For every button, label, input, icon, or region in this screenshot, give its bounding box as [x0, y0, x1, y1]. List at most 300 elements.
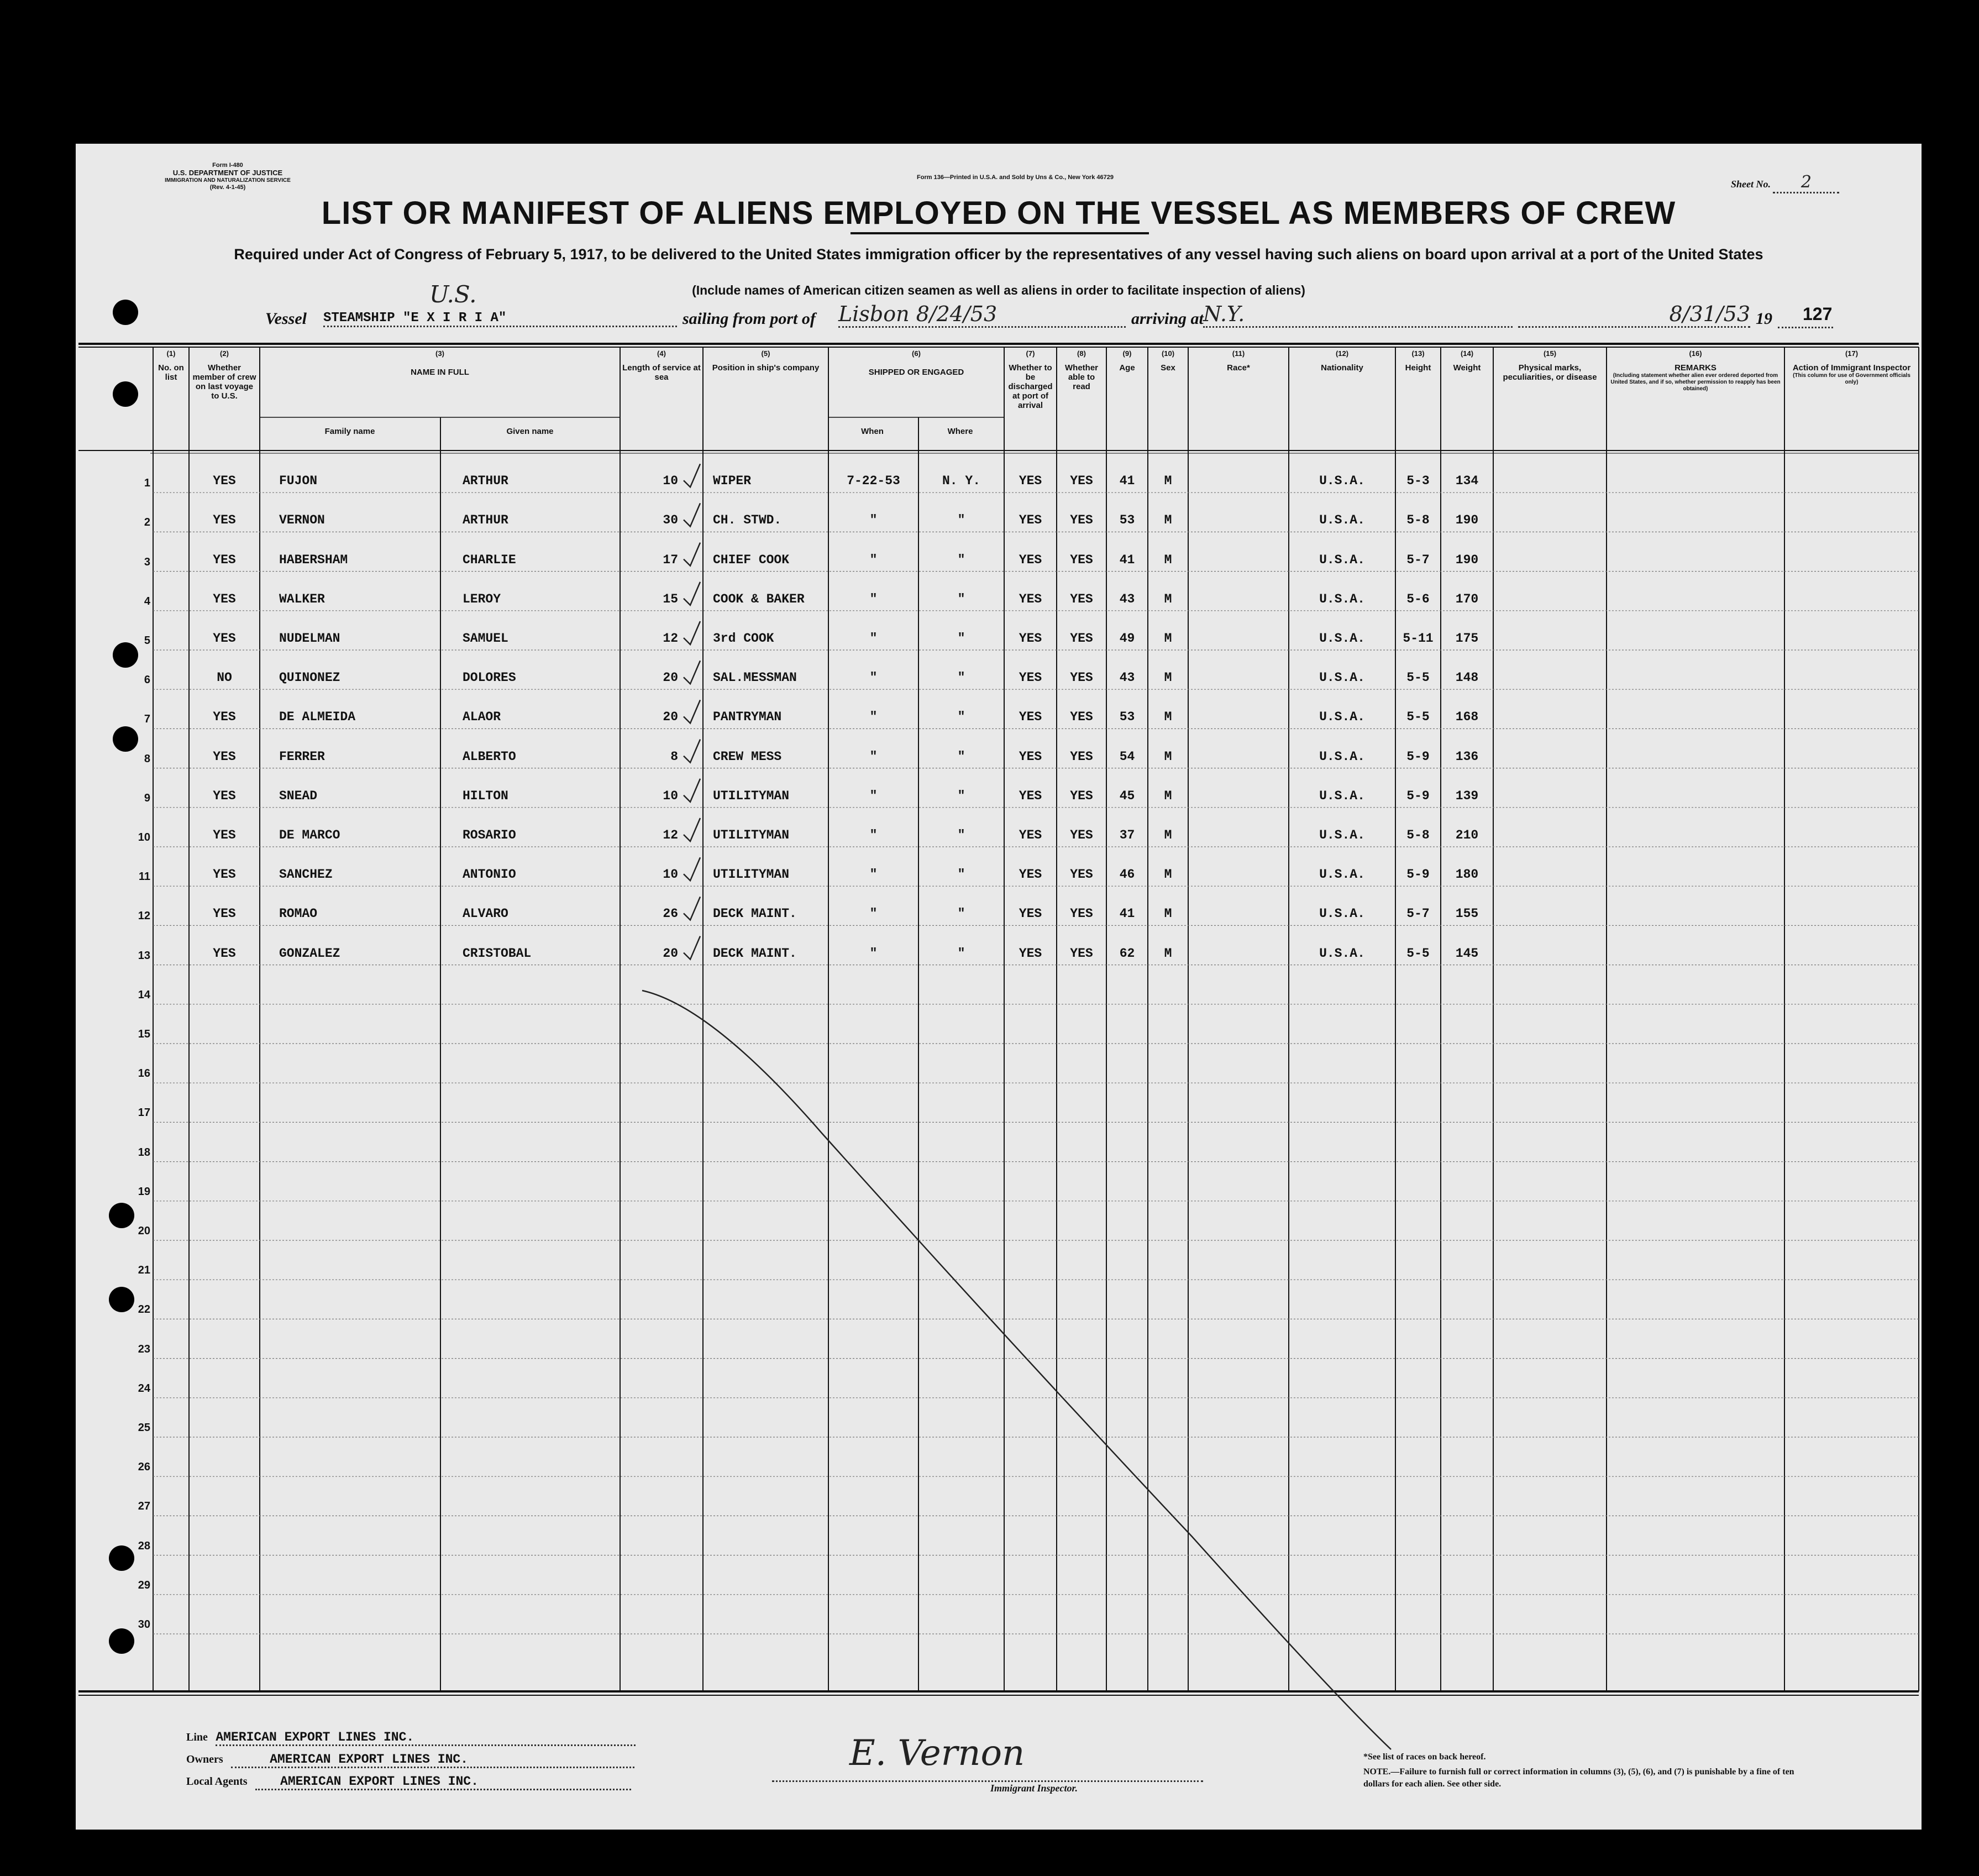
inspector-signature: E. Vernon — [849, 1733, 1025, 1774]
crew-nationality: U.S.A. — [1319, 828, 1365, 842]
binder-hole — [113, 726, 138, 752]
table-grid — [76, 144, 1922, 1830]
crew-service: 20 — [663, 670, 678, 685]
crew-last-voyage: YES — [213, 946, 236, 961]
column-subheader: When — [861, 427, 884, 436]
crew-given-name: CHARLIE — [463, 552, 516, 567]
column-sub-note: (Including statement whether alien ever ordered deported from United States, and if so, whether permission to reapply has been obtained) — [1610, 373, 1781, 392]
manifest-sheet — [76, 144, 1922, 1830]
crew-given-name: ARTHUR — [463, 474, 508, 489]
crew-last-voyage: YES — [213, 513, 236, 528]
requirement-text: Required under Act of Congress of February 5, 1917, to be delivered to the United States immigration officer by the representatives of any vessel having such aliens on board upon arrival at a port of the United States — [234, 246, 1763, 263]
row-number: 20 — [138, 1225, 150, 1237]
column-number: (4) — [657, 349, 666, 358]
crew-family-name: NUDELMAN — [279, 631, 340, 646]
crew-discharged: YES — [1019, 710, 1042, 725]
footer-agents-row — [186, 1774, 645, 1790]
column-header — [1395, 349, 1441, 373]
vessel-handwritten: U.S. — [429, 281, 477, 308]
column-number: (12) — [1335, 349, 1349, 358]
crew-age: 41 — [1119, 906, 1135, 921]
column-number: (5) — [761, 349, 770, 358]
crew-service: 12 — [663, 631, 678, 646]
crew-sex: M — [1164, 513, 1172, 528]
crew-position: CHIEF COOK — [713, 552, 790, 567]
row-number: 8 — [144, 752, 150, 765]
arriving-port: N.Y. — [1203, 302, 1513, 328]
crew-discharged: YES — [1019, 946, 1042, 961]
column-label: Age — [1119, 363, 1135, 373]
crew-position: UTILITYMAN — [713, 867, 790, 882]
races-note: *See list of races on back hereof. — [1363, 1752, 1486, 1762]
column-number: (16) — [1689, 349, 1702, 358]
crew-service: 10 — [663, 788, 678, 803]
inspector-line — [772, 1780, 1203, 1782]
crew-sex: M — [1164, 474, 1172, 489]
table-row — [76, 867, 1922, 886]
crew-service: 20 — [663, 710, 678, 725]
crew-height: 5-9 — [1406, 867, 1430, 882]
crew-weight: 168 — [1455, 710, 1479, 725]
crew-shipped-where: " — [957, 631, 965, 646]
crew-position: DECK MAINT. — [713, 946, 797, 961]
table-row — [76, 513, 1922, 532]
crew-nationality: U.S.A. — [1319, 867, 1365, 882]
crew-discharged: YES — [1019, 631, 1042, 646]
crew-shipped-when: " — [869, 906, 878, 921]
crew-last-voyage: YES — [213, 710, 236, 725]
column-number: (1) — [166, 349, 176, 358]
crew-position: COOK & BAKER — [713, 591, 805, 606]
column-header — [189, 349, 260, 401]
crew-weight: 136 — [1455, 749, 1479, 764]
crew-shipped-where: " — [957, 788, 965, 803]
crew-age: 49 — [1119, 631, 1135, 646]
row-number: 14 — [138, 988, 150, 1001]
crew-age: 41 — [1119, 552, 1135, 567]
crew-sex: M — [1164, 670, 1172, 685]
footer-line-row — [186, 1730, 645, 1746]
crew-shipped-where: " — [957, 513, 965, 528]
crew-discharged: YES — [1019, 906, 1042, 921]
crew-position: 3rd COOK — [713, 631, 774, 646]
crew-able-to-read: YES — [1070, 946, 1093, 961]
department: U.S. DEPARTMENT OF JUSTICE — [172, 169, 283, 177]
crew-shipped-when: " — [869, 946, 878, 961]
crew-family-name: VERNON — [279, 513, 325, 528]
table-row — [76, 592, 1922, 611]
row-number: 9 — [144, 792, 150, 804]
row-number: 19 — [138, 1185, 150, 1198]
column-number: (10) — [1161, 349, 1175, 358]
crew-nationality: U.S.A. — [1319, 788, 1365, 803]
crew-shipped-when: " — [869, 631, 878, 646]
crew-shipped-when: " — [869, 670, 878, 685]
crew-position: DECK MAINT. — [713, 906, 797, 921]
column-subheader: Family name — [324, 427, 375, 436]
crew-family-name: WALKER — [279, 591, 325, 606]
crew-position: UTILITYMAN — [713, 828, 790, 842]
row-number: 1 — [144, 477, 150, 490]
vessel-label: Vessel — [265, 310, 307, 328]
crew-family-name: GONZALEZ — [279, 946, 340, 961]
crew-weight: 175 — [1455, 631, 1479, 646]
crew-age: 41 — [1119, 474, 1135, 489]
crew-family-name: ROMAO — [279, 906, 318, 921]
crew-nationality: U.S.A. — [1319, 946, 1365, 961]
crew-discharged: YES — [1019, 552, 1042, 567]
binder-hole — [109, 1545, 134, 1571]
footer-owners-row — [186, 1752, 645, 1768]
crew-able-to-read: YES — [1070, 513, 1093, 528]
row-number: 13 — [138, 949, 150, 962]
crew-able-to-read: YES — [1070, 867, 1093, 882]
crew-shipped-where: " — [957, 670, 965, 685]
binder-hole — [113, 381, 138, 407]
crew-family-name: HABERSHAM — [279, 552, 348, 567]
column-number: (2) — [220, 349, 229, 358]
owners-value: AMERICAN EXPORT LINES INC. — [231, 1752, 634, 1768]
crew-given-name: ANTONIO — [463, 867, 516, 882]
row-number: 24 — [138, 1382, 150, 1395]
crew-position: PANTRYMAN — [713, 710, 782, 725]
column-label: REMARKS — [1674, 363, 1716, 373]
crew-discharged: YES — [1019, 867, 1042, 882]
crew-weight: 155 — [1455, 906, 1479, 921]
include-note: (Include names of American citizen seamen as well as aliens in order to facilitate inspection of aliens) — [692, 283, 1305, 297]
column-header — [1057, 349, 1106, 391]
sheet-no-value: 2 — [1773, 172, 1839, 193]
arriving-label: arriving at — [1131, 310, 1204, 328]
agents-value: AMERICAN EXPORT LINES INC. — [255, 1774, 631, 1790]
form-number: Form I-480 — [212, 162, 243, 169]
column-number: (15) — [1543, 349, 1557, 358]
column-label: Whether to be discharged at port of arrival — [1008, 363, 1053, 410]
crew-sex: M — [1164, 828, 1172, 842]
row-number: 23 — [138, 1343, 150, 1355]
crew-height: 5-5 — [1406, 670, 1430, 685]
row-number: 2 — [144, 516, 150, 529]
sailing-label: sailing from port of — [683, 310, 816, 328]
row-number: 5 — [144, 635, 150, 647]
column-header — [703, 349, 828, 373]
binder-hole — [109, 1203, 134, 1228]
crew-height: 5-8 — [1406, 828, 1430, 842]
line-label: Line — [186, 1731, 208, 1743]
crew-nationality: U.S.A. — [1319, 710, 1365, 725]
crew-shipped-when: " — [869, 710, 878, 725]
crew-sex: M — [1164, 788, 1172, 803]
crew-position: CREW MESS — [713, 749, 782, 764]
crew-height: 5-7 — [1406, 552, 1430, 567]
row-number: 4 — [144, 595, 150, 607]
crew-age: 46 — [1119, 867, 1135, 882]
column-header — [1148, 349, 1188, 373]
crew-weight: 210 — [1455, 828, 1479, 842]
crew-last-voyage: YES — [213, 906, 236, 921]
column-header — [828, 349, 1004, 377]
page-title: LIST OR MANIFEST OF ALIENS EMPLOYED ON THE VESSEL AS MEMBERS OF CREW — [321, 195, 1676, 231]
table-row — [76, 750, 1922, 768]
column-label: SHIPPED OR ENGAGED — [868, 368, 964, 377]
crew-given-name: SAMUEL — [463, 631, 508, 646]
column-subheader: Where — [947, 427, 973, 436]
crew-last-voyage: YES — [213, 631, 236, 646]
row-number: 28 — [138, 1539, 150, 1552]
crew-weight: 134 — [1455, 474, 1479, 489]
binder-hole — [109, 1628, 134, 1654]
crew-last-voyage: NO — [217, 670, 232, 685]
row-number: 12 — [138, 910, 150, 923]
column-number: (6) — [912, 349, 921, 358]
crew-weight: 145 — [1455, 946, 1479, 961]
crew-discharged: YES — [1019, 749, 1042, 764]
column-label: Weight — [1453, 363, 1481, 373]
crew-age: 53 — [1119, 513, 1135, 528]
binder-hole — [113, 642, 138, 668]
crew-able-to-read: YES — [1070, 906, 1093, 921]
crew-weight: 139 — [1455, 788, 1479, 803]
crew-sex: M — [1164, 749, 1172, 764]
binder-hole — [109, 1287, 134, 1312]
crew-family-name: QUINONEZ — [279, 670, 340, 685]
page-stamp: 127 — [1803, 304, 1833, 324]
crew-height: 5-6 — [1406, 591, 1430, 606]
column-header — [1289, 349, 1395, 373]
revision: (Rev. 4-1-45) — [209, 184, 246, 191]
crew-nationality: U.S.A. — [1319, 631, 1365, 646]
crew-sex: M — [1164, 867, 1172, 882]
binder-hole — [113, 300, 138, 325]
crew-given-name: ALAOR — [463, 710, 501, 725]
crew-able-to-read: YES — [1070, 828, 1093, 842]
crew-shipped-where: " — [957, 867, 965, 882]
line-value: AMERICAN EXPORT LINES INC. — [216, 1730, 636, 1746]
crew-able-to-read: YES — [1070, 710, 1093, 725]
row-number: 21 — [138, 1264, 150, 1277]
crew-shipped-where: " — [957, 552, 965, 567]
owners-label: Owners — [186, 1753, 223, 1765]
column-number: (8) — [1077, 349, 1086, 358]
crew-given-name: LEROY — [463, 591, 501, 606]
crew-nationality: U.S.A. — [1319, 474, 1365, 489]
table-row — [76, 906, 1922, 925]
crew-shipped-when: " — [869, 788, 878, 803]
crew-able-to-read: YES — [1070, 552, 1093, 567]
column-number: (7) — [1026, 349, 1035, 358]
crew-service: 12 — [663, 828, 678, 842]
crew-given-name: HILTON — [463, 788, 508, 803]
crew-discharged: YES — [1019, 788, 1042, 803]
crew-last-voyage: YES — [213, 474, 236, 489]
column-header — [1441, 349, 1493, 373]
row-number: 25 — [138, 1422, 150, 1434]
crew-last-voyage: YES — [213, 788, 236, 803]
crew-discharged: YES — [1019, 474, 1042, 489]
row-number: 16 — [138, 1067, 150, 1080]
crew-able-to-read: YES — [1070, 670, 1093, 685]
vessel-name: STEAMSHIP "E X I R I A" — [323, 311, 677, 327]
crew-service: 15 — [663, 591, 678, 606]
crew-sex: M — [1164, 631, 1172, 646]
crew-shipped-where: " — [957, 828, 965, 842]
column-number: (11) — [1232, 349, 1245, 358]
crew-position: CH. STWD. — [713, 513, 782, 528]
row-number: 26 — [138, 1461, 150, 1474]
column-number: (14) — [1460, 349, 1474, 358]
crew-nationality: U.S.A. — [1319, 591, 1365, 606]
table-row — [76, 946, 1922, 965]
crew-given-name: CRISTOBAL — [463, 946, 532, 961]
column-number: (3) — [435, 349, 444, 358]
crew-height: 5-5 — [1406, 946, 1430, 961]
crew-age: 43 — [1119, 670, 1135, 685]
table-row — [76, 789, 1922, 808]
column-header — [1188, 349, 1289, 373]
column-label: Race* — [1227, 363, 1250, 373]
table-row — [76, 828, 1922, 847]
row-number: 10 — [138, 831, 150, 843]
crew-discharged: YES — [1019, 670, 1042, 685]
crew-shipped-where: " — [957, 906, 965, 921]
crew-family-name: SNEAD — [279, 788, 318, 803]
crew-shipped-when: " — [869, 552, 878, 567]
column-header — [1607, 349, 1784, 392]
row-number: 6 — [144, 674, 150, 687]
column-header — [1106, 349, 1148, 373]
crew-shipped-when: " — [869, 749, 878, 764]
crew-shipped-where: N. Y. — [942, 474, 980, 489]
crew-sex: M — [1164, 552, 1172, 567]
column-number: (17) — [1845, 349, 1859, 358]
cancel-line — [642, 991, 1391, 1749]
crew-age: 37 — [1119, 828, 1135, 842]
crew-height: 5-8 — [1406, 513, 1430, 528]
crew-given-name: ALBERTO — [463, 749, 516, 764]
crew-age: 43 — [1119, 591, 1135, 606]
crew-last-voyage: YES — [213, 749, 236, 764]
crew-sex: M — [1164, 591, 1172, 606]
crew-sex: M — [1164, 906, 1172, 921]
column-number: (9) — [1122, 349, 1132, 358]
crew-weight: 190 — [1455, 513, 1479, 528]
column-header — [1784, 349, 1919, 386]
crew-shipped-when: " — [869, 867, 878, 882]
crew-service: 10 — [663, 474, 678, 489]
crew-height: 5-3 — [1406, 474, 1430, 489]
crew-family-name: DE MARCO — [279, 828, 340, 842]
table-row — [76, 670, 1922, 689]
column-label: Height — [1405, 363, 1431, 373]
crew-shipped-when: " — [869, 513, 878, 528]
crew-service: 20 — [663, 946, 678, 961]
sheet-label: Sheet No. — [1731, 179, 1771, 190]
crew-age: 45 — [1119, 788, 1135, 803]
crew-able-to-read: YES — [1070, 788, 1093, 803]
crew-sex: M — [1164, 710, 1172, 725]
column-label: Length of service at sea — [622, 363, 701, 382]
row-number: 17 — [138, 1107, 150, 1119]
crew-discharged: YES — [1019, 828, 1042, 842]
crew-service: 26 — [663, 906, 678, 921]
crew-nationality: U.S.A. — [1319, 670, 1365, 685]
crew-weight: 170 — [1455, 591, 1479, 606]
crew-shipped-where: " — [957, 710, 965, 725]
agents-label: Local Agents — [186, 1775, 248, 1788]
crew-position: UTILITYMAN — [713, 788, 790, 803]
service: IMMIGRATION AND NATURALIZATION SERVICE — [165, 177, 291, 184]
column-subheader: Given name — [506, 427, 554, 436]
row-number: 27 — [138, 1500, 150, 1513]
crew-age: 53 — [1119, 710, 1135, 725]
crew-height: 5-9 — [1406, 749, 1430, 764]
column-label: Action of Immigrant Inspector — [1792, 363, 1911, 373]
column-label: No. on list — [158, 363, 184, 382]
crew-weight: 148 — [1455, 670, 1479, 685]
crew-age: 62 — [1119, 946, 1135, 961]
crew-shipped-where: " — [957, 749, 965, 764]
crew-height: 5-11 — [1403, 631, 1434, 646]
crew-family-name: FUJON — [279, 474, 318, 489]
crew-nationality: U.S.A. — [1319, 906, 1365, 921]
crew-service: 10 — [663, 867, 678, 882]
row-number: 29 — [138, 1579, 150, 1591]
column-header — [260, 349, 620, 377]
crew-shipped-when: " — [869, 828, 878, 842]
crew-last-voyage: YES — [213, 867, 236, 882]
crew-given-name: DOLORES — [463, 670, 516, 685]
crew-family-name: SANCHEZ — [279, 867, 333, 882]
crew-service: 8 — [670, 749, 678, 764]
crew-able-to-read: YES — [1070, 749, 1093, 764]
row-number: 22 — [138, 1303, 150, 1316]
crew-weight: 190 — [1455, 552, 1479, 567]
crew-sex: M — [1164, 946, 1172, 961]
table-row — [76, 631, 1922, 650]
column-header — [1004, 349, 1057, 410]
column-header — [620, 349, 703, 382]
crew-age: 54 — [1119, 749, 1135, 764]
column-label: Whether member of crew on last voyage to U.S. — [192, 363, 256, 401]
printer-line: Form 136—Printed in U.S.A. and Sold by Uns & Co., New York 46729 — [917, 174, 1114, 181]
column-label: Nationality — [1321, 363, 1363, 373]
column-number: (13) — [1411, 349, 1425, 358]
crew-given-name: ALVARO — [463, 906, 508, 921]
row-number: 18 — [138, 1146, 150, 1159]
column-label: Whether able to read — [1065, 363, 1098, 391]
crew-family-name: FERRER — [279, 749, 325, 764]
crew-last-voyage: YES — [213, 828, 236, 842]
column-sub-note: (This column for use of Government officials only) — [1793, 373, 1910, 385]
crew-nationality: U.S.A. — [1319, 513, 1365, 528]
column-label: Physical marks, peculiarities, or disease — [1503, 363, 1597, 382]
crew-shipped-where: " — [957, 591, 965, 606]
row-number: 7 — [144, 713, 150, 726]
crew-last-voyage: YES — [213, 591, 236, 606]
inspector-label: Immigrant Inspector. — [990, 1783, 1078, 1794]
crew-height: 5-9 — [1406, 788, 1430, 803]
row-number: 15 — [138, 1028, 150, 1040]
arrival-date: 8/31/53 — [1518, 302, 1750, 328]
column-header — [153, 349, 189, 382]
crew-able-to-read: YES — [1070, 474, 1093, 489]
crew-height: 5-5 — [1406, 710, 1430, 725]
crew-nationality: U.S.A. — [1319, 749, 1365, 764]
row-number: 11 — [138, 871, 150, 883]
column-label: Sex — [1161, 363, 1175, 373]
crew-discharged: YES — [1019, 591, 1042, 606]
crew-height: 5-7 — [1406, 906, 1430, 921]
